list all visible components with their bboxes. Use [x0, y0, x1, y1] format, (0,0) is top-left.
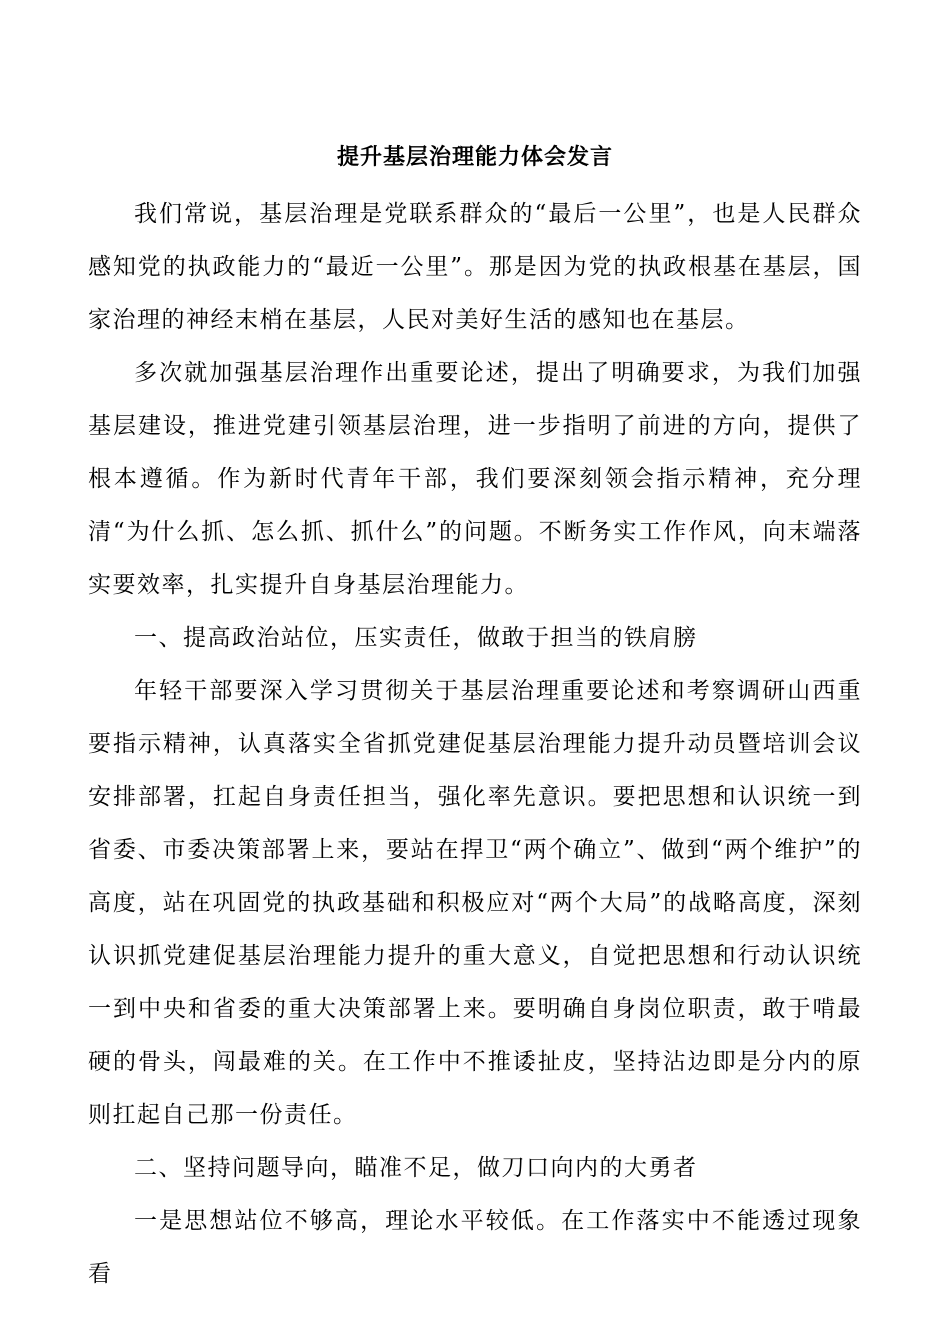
paragraph-section-2: 一是思想站位不够高，理论水平较低。在工作落实中不能透过现象看 — [88, 1208, 862, 1287]
paragraph-section-1: 年轻干部要深入学习贯彻关于基层治理重要论述和考察调研山西重要指示精神，认真落实全省抓党建促基层治理能力提升动员暨培训会议安排部署，扛起自身责任担当，强化率先意识。要把思想和认识统一到省委、市委决策部署上来，要站在捍卫“两个确立”、做到“两个维护”的高度，站在巩固党的执政基础和积极应对“两个大局”的战略高度，深刻认识抓党建促基层治理能力提升的重大意义，自觉把思想和行动认识统一到中央和省委的重大决策部署上来。要明确自身岗位职责，敢于啃最硬的骨头，闯最难的关。在工作中不推诿扯皮，坚持沾边即是分内的原则扛起自己那一份责任。 — [88, 678, 862, 1128]
section-heading-2: 二、坚持问题导向，瞄准不足，做刀口向内的大勇者 — [134, 1155, 698, 1181]
paragraph-intro: 我们常说，基层治理是党联系群众的“最后一公里”，也是人民群众感知党的执政能力的“最近一公里”。那是因为党的执政根基在基层，国家治理的神经末梢在基层，人民对美好生活的感知也在基层。 — [88, 201, 862, 333]
section-heading-1: 一、提高政治站位，压实责任，做敢于担当的铁肩膀 — [134, 625, 698, 651]
document-title: 提升基层治理能力体会发言 — [336, 145, 613, 170]
paragraph-guidance: 多次就加强基层治理作出重要论述，提出了明确要求，为我们加强基层建设，推进党建引领基层治理，进一步指明了前进的方向，提供了根本遵循。作为新时代青年干部，我们要深刻领会指示精神，充分理清“为什么抓、怎么抓、抓什么”的问题。不断务实工作作风，向末端落实要效率，扎实提升自身基层治理能力。 — [88, 360, 862, 598]
